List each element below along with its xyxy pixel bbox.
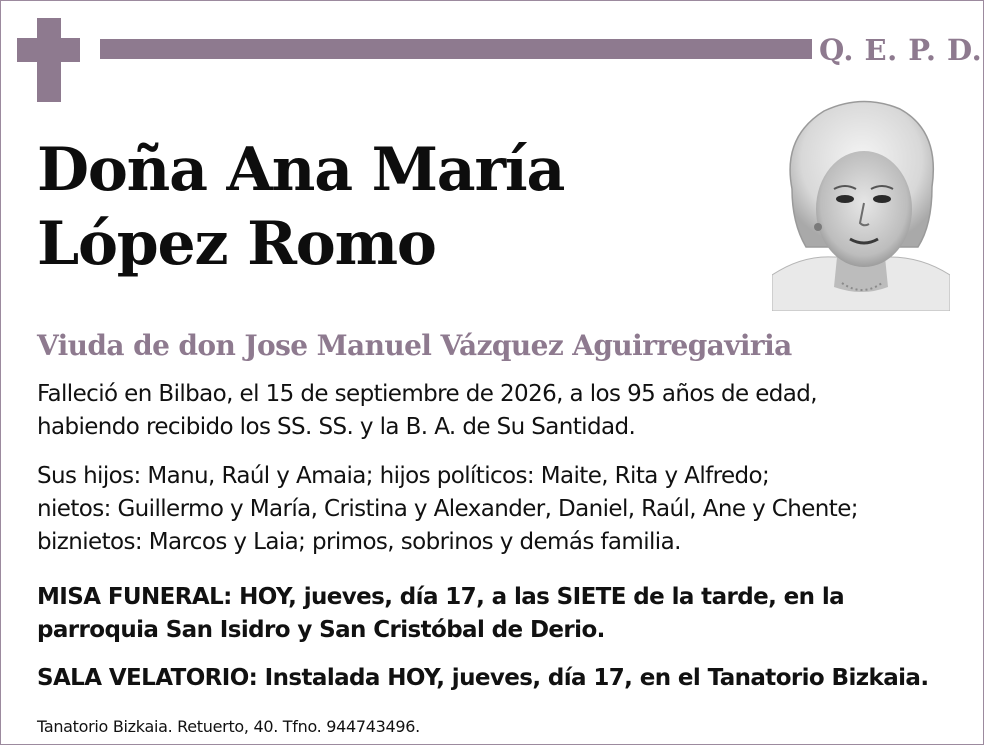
deceased-name	[37, 133, 737, 281]
widow-of-line: Viuda de don Jose Manuel Vázquez Aguirregaviria	[37, 329, 792, 362]
portrait-photo	[772, 97, 950, 311]
death-notice-paragraph	[37, 378, 817, 444]
funeral-mass-paragraph	[37, 581, 844, 647]
qepd-label: Q. E. P. D.	[819, 33, 983, 67]
funeral-home-contact: Tanatorio Bizkaia. Retuerto, 40. Tfno. 944743496.	[37, 717, 420, 736]
death-notice-line-1: Falleció en Bilbao, el 15 de septiembre de 2026, a los 95 años de edad,	[37, 381, 817, 407]
death-notice-line-2: habiendo recibido los SS. SS. y la B. A. de Su Santidad.	[37, 414, 636, 440]
family-line-1: Sus hijos: Manu, Raúl y Amaia; hijos políticos: Maite, Rita y Alfredo;	[37, 463, 770, 489]
cross-horizontal-bar	[17, 38, 80, 62]
deceased-name-line-2: López Romo	[37, 209, 436, 279]
portrait-image	[772, 97, 950, 311]
wake-room-paragraph	[37, 662, 929, 695]
header-divider-bar	[100, 39, 812, 59]
funeral-line-1: MISA FUNERAL: HOY, jueves, día 17, a las SIETE de la tarde, en la	[37, 584, 845, 610]
deceased-name-line-1: Doña Ana María	[37, 135, 565, 205]
family-line-3: biznietos: Marcos y Laia; primos, sobrinos y demás familia.	[37, 529, 681, 555]
family-line-2: nietos: Guillermo y María, Cristina y Alexander, Daniel, Raúl, Ane y Chente;	[37, 496, 858, 522]
wake-line-1: SALA VELATORIO: Instalada HOY, jueves, día 17, en el Tanatorio Bizkaia.	[37, 665, 929, 691]
funeral-line-2: parroquia San Isidro y San Cristóbal de Derio.	[37, 617, 605, 643]
family-paragraph	[37, 460, 858, 559]
